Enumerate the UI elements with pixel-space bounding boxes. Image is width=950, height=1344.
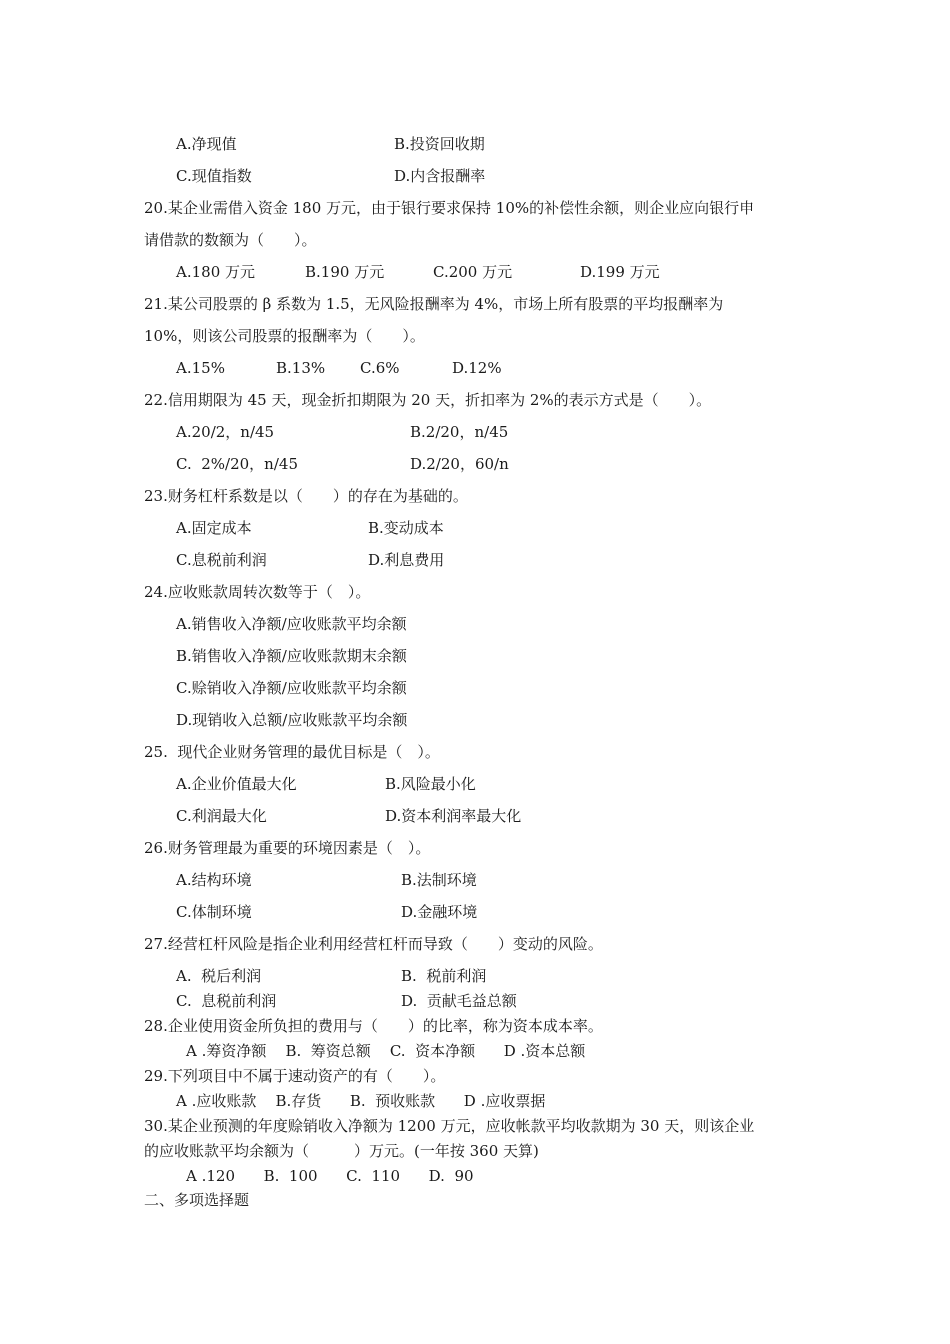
q22-option-c: C. 2%/20，n/45 (176, 455, 298, 473)
q24-option-c: C.赊销收入净额/应收账款平均余额 (176, 679, 407, 697)
q25-option-b: B.风险最小化 (385, 775, 476, 793)
q22-option-b: B.2/20，n/45 (410, 423, 509, 441)
q19-option-a: A.净现值 (176, 135, 237, 153)
q21-option-d: D.12% (452, 359, 502, 377)
q20-option-a: A.180 万元 (176, 263, 255, 281)
q21-option-c: C.6% (360, 359, 400, 377)
q28-options: A .筹资净额 B. 筹资总额 C. 资本净额 D .资本总额 (186, 1042, 586, 1060)
q21-stem-line2: 10%，则该公司股票的报酬率为（ ）。 (144, 327, 425, 345)
q23-option-d: D.利息费用 (368, 551, 445, 569)
q26-option-d: D.金融环境 (401, 903, 478, 921)
q23-option-b: B.变动成本 (368, 519, 444, 537)
q22-option-a: A.20/2，n/45 (176, 423, 275, 441)
q23-option-c: C.息税前利润 (176, 551, 267, 569)
q21-option-a: A.15% (176, 359, 225, 377)
q25-option-c: C.利润最大化 (176, 807, 267, 825)
q28-stem: 28.企业使用资金所负担的费用与（ ）的比率，称为资本成本率。 (144, 1017, 603, 1035)
q27-stem: 27.经营杠杆风险是指企业利用经营杠杆而导致（ ）变动的风险。 (144, 935, 603, 953)
q24-option-a: A.销售收入净额/应收账款平均余额 (176, 615, 407, 633)
q29-options: A .应收账款 B.存货 B. 预收账款 D .应收票据 (176, 1092, 546, 1110)
q21-option-b: B.13% (276, 359, 326, 377)
q23-option-a: A.固定成本 (176, 519, 252, 537)
q19-option-d: D.内含报酬率 (394, 167, 486, 185)
q20-option-d: D.199 万元 (580, 263, 660, 281)
q26-option-a: A.结构环境 (176, 871, 252, 889)
q30-options: A .120 B. 100 C. 110 D. 90 (186, 1167, 474, 1185)
q20-stem-line2: 请借款的数额为（ ）。 (144, 231, 317, 249)
q29-stem: 29.下列项目中不属于速动资产的有（ ）。 (144, 1067, 446, 1085)
q20-stem-line1: 20.某企业需借入资金 180 万元，由于银行要求保持 10%的补偿性余额，则企业应向银行申 (144, 199, 755, 217)
q25-option-d: D.资本利润率最大化 (385, 807, 522, 825)
q19-option-c: C.现值指数 (176, 167, 252, 185)
q21-stem-line1: 21.某公司股票的 β 系数为 1.5，无风险报酬率为 4%，市场上所有股票的平均报酬率为 (144, 295, 724, 313)
q24-option-d: D.现销收入总额/应收账款平均余额 (176, 711, 408, 729)
q27-option-b: B. 税前利润 (401, 967, 487, 985)
q27-option-a: A. 税后利润 (176, 967, 262, 985)
q23-stem: 23.财务杠杆系数是以（ ）的存在为基础的。 (144, 487, 468, 505)
q27-option-d: D. 贡献毛益总额 (401, 992, 517, 1010)
q22-stem: 22.信用期限为 45 天，现金折扣期限为 20 天，折扣率为 2%的表示方式是（ ）。 (144, 391, 712, 409)
q30-stem-line2: 的应收账款平均余额为（ ）万元。(一年按 360 天算) (144, 1142, 539, 1160)
q27-option-c: C. 息税前利润 (176, 992, 277, 1010)
q20-option-b: B.190 万元 (305, 263, 385, 281)
section-heading-multiple-choice: 二、多项选择题 (144, 1191, 250, 1209)
q26-stem: 26.财务管理最为重要的环境因素是（ ）。 (144, 839, 431, 857)
q30-stem-line1: 30.某企业预测的年度赊销收入净额为 1200 万元，应收帐款平均收款期为 30 天，则该企业 (144, 1117, 755, 1135)
q24-stem: 24.应收账款周转次数等于（ ）。 (144, 583, 371, 601)
q20-option-c: C.200 万元 (433, 263, 513, 281)
q22-option-d: D.2/20，60/n (410, 455, 509, 473)
q24-option-b: B.销售收入净额/应收账款期末余额 (176, 647, 407, 665)
q25-option-a: A.企业价值最大化 (176, 775, 297, 793)
q25-stem: 25. 现代企业财务管理的最优目标是（ ）。 (144, 743, 440, 761)
q19-option-b: B.投资回收期 (394, 135, 485, 153)
q26-option-c: C.体制环境 (176, 903, 252, 921)
q26-option-b: B.法制环境 (401, 871, 477, 889)
